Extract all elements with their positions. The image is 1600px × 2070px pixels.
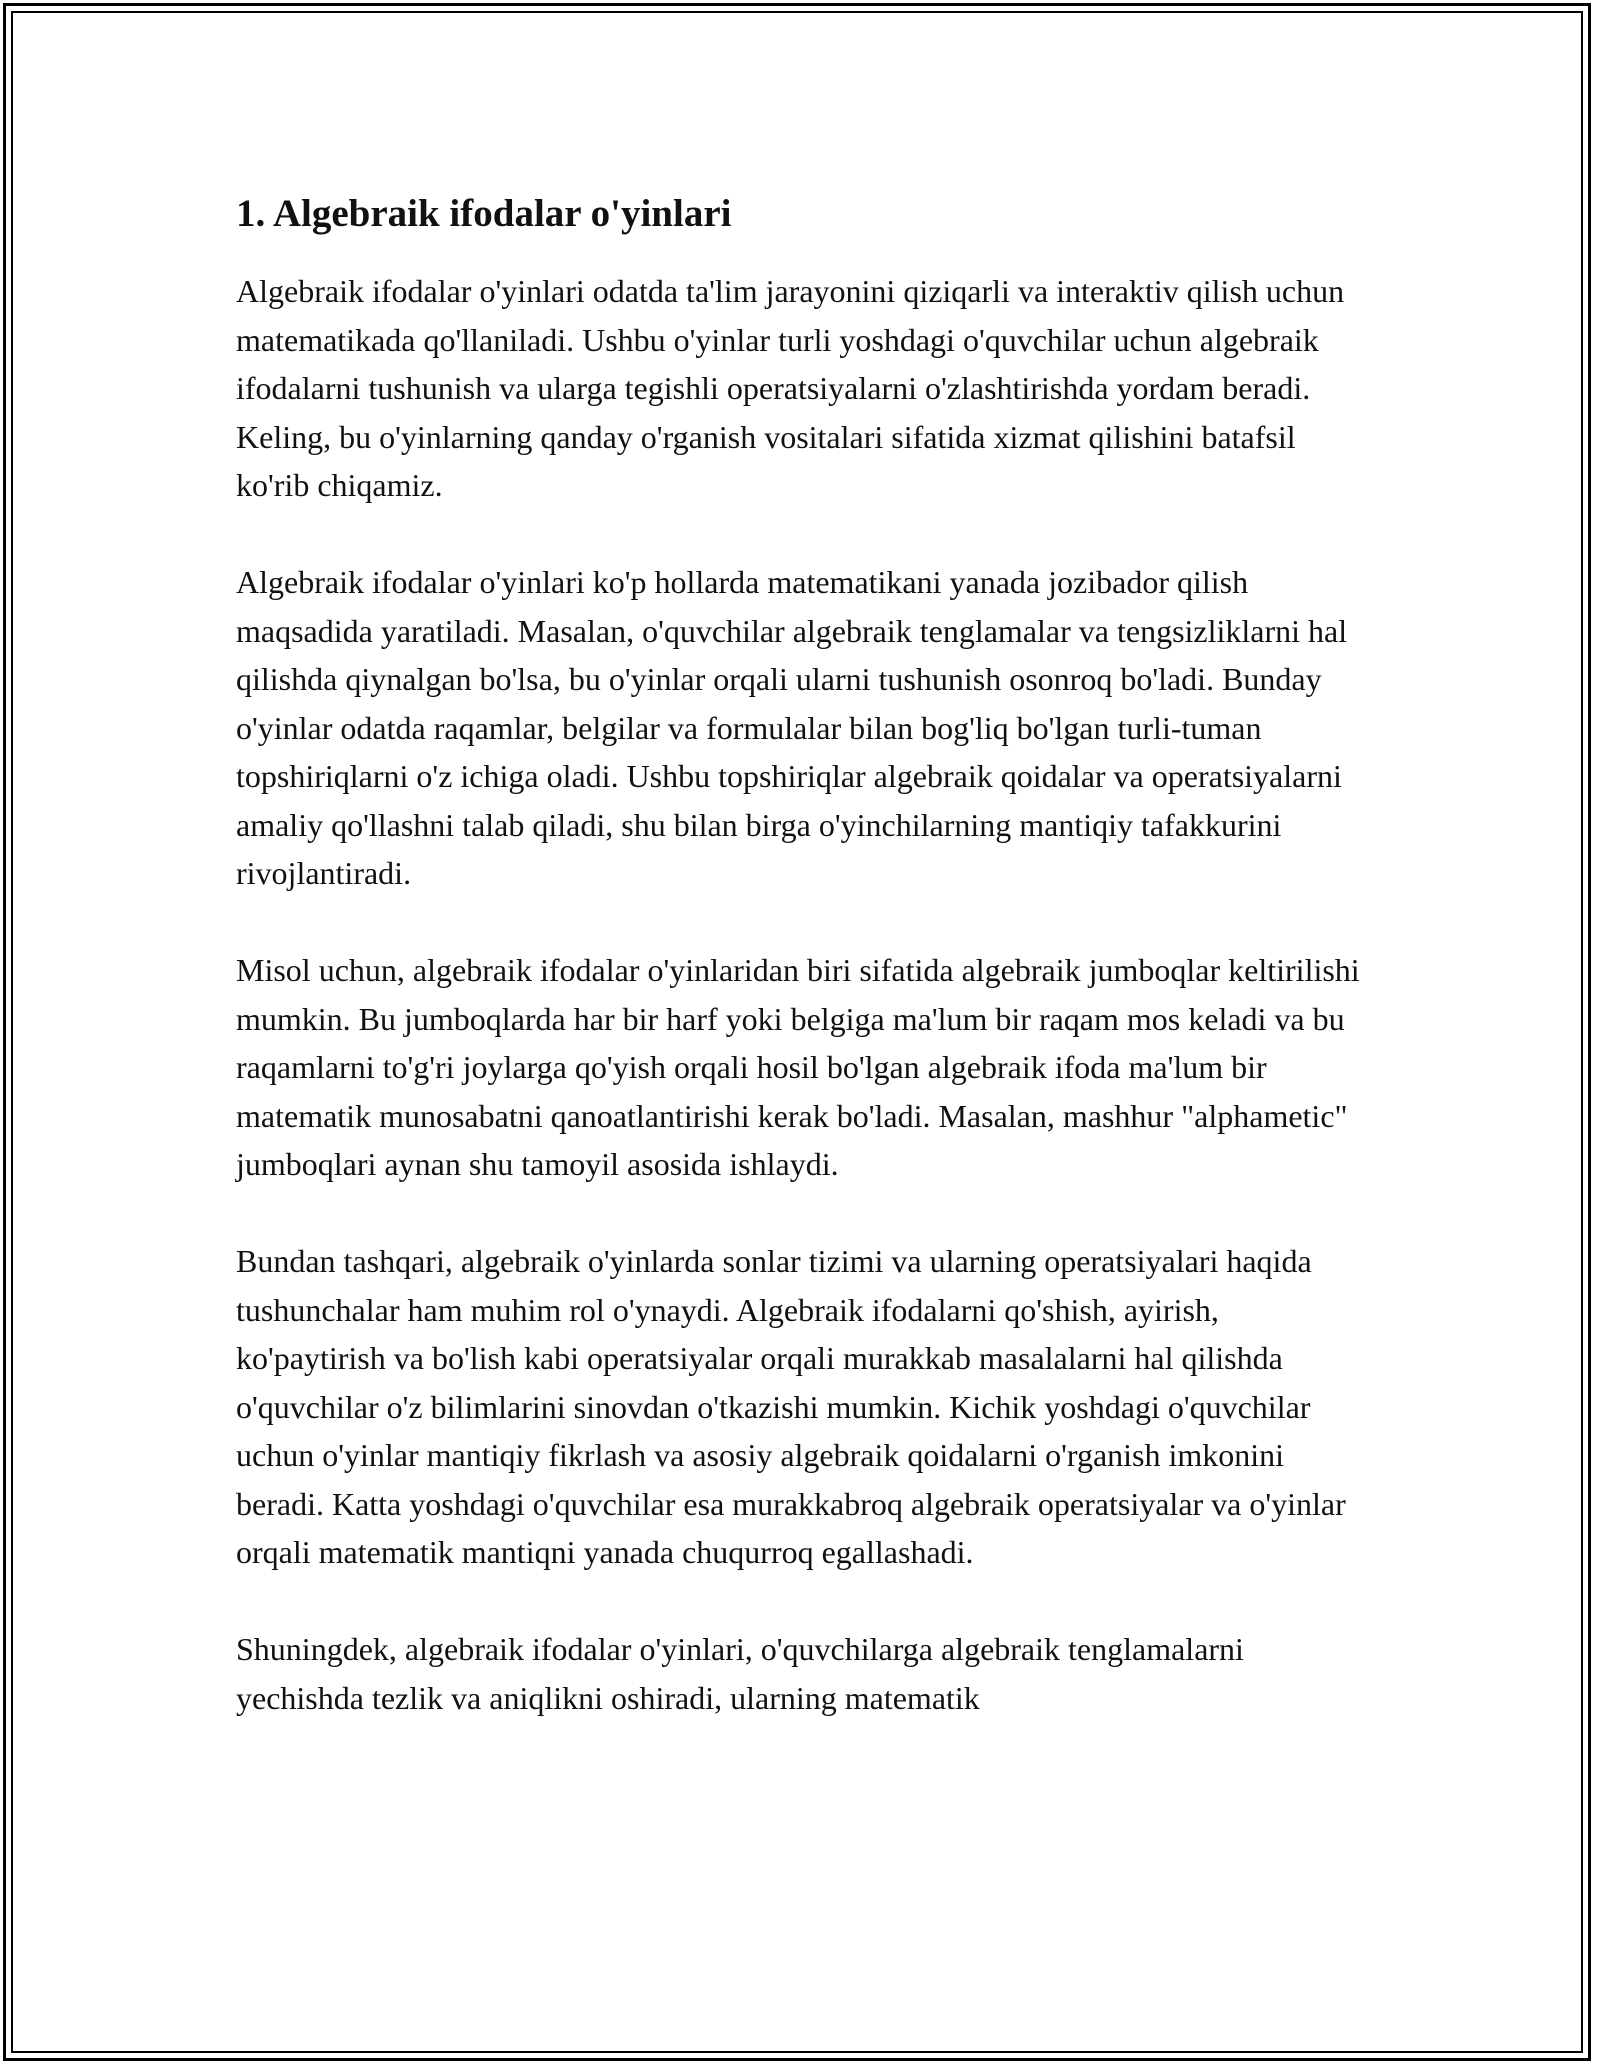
document-body (236, 188, 1376, 1771)
section-heading: 1. Algebraik ifodalar o'yinlari (236, 192, 732, 235)
paragraph-2: Algebraik ifodalar o'yinlari ko'p hollarda matematikani yanada jozibador qilish maqsadida yaratiladi. Masalan, o'quvchilar algebraik tenglamalar va tengsizliklarni hal qilishda qiynalgan bo'lsa, bu o'yinlar orqali ularni tushunish osonroq bo'ladi. Bunday o'yinlar odatda raqamlar, belgilar va formulalar bilan bog'liq bo'lgan turli-tuman topshiriqlarni o'z ichiga oladi. Ushbu topshiriqlar algebraik qoidalar va operatsiyalarni amaliy qo'llashni talab qiladi, shu bilan birga o'yinchilarning mantiqiy tafakkurini rivojlantiradi. (236, 564, 1348, 891)
paragraph-4: Bundan tashqari, algebraik o'yinlarda sonlar tizimi va ularning operatsiyalari haqida tushunchalar ham muhim rol o'ynaydi. Algebraik ifodalarni qo'shish, ayirish, ko'paytirish va bo'lish kabi operatsiyalar orqali murakkab masalalarni hal qilishda o'quvchilar o'z bilimlarini sinovdan o'tkazishi mumkin. Kichik yoshdagi o'quvchilar uchun o'yinlar mantiqiy fikrlash va asosiy algebraik qoidalarni o'rganish imkonini beradi. Katta yoshdagi o'quvchilar esa murakkabroq algebraik operatsiyalar va o'yinlar orqali matematik mantiqni yanada chuqurroq egallashadi. (236, 1243, 1346, 1570)
paragraph-5: Shuningdek, algebraik ifodalar o'yinlari, o'quvchilarga algebraik tenglamalarni yechishda tezlik va aniqlikni oshiradi, ularning matematik (236, 1631, 1244, 1716)
paragraph-1: Algebraik ifodalar o'yinlari odatda ta'lim jarayonini qiziqarli va interaktiv qilish uchun matematikada qo'llaniladi. Ushbu o'yinlar turli yoshdagi o'quvchilar uchun algebraik ifodalarni tushunish va ularga tegishli operatsiyalarni o'zlashtirishda yordam beradi. Keling, bu o'yinlarning qanday o'rganish vositalari sifatida xizmat qilishini batafsil ko'rib chiqamiz. (236, 273, 1345, 503)
paragraph-3: Misol uchun, algebraik ifodalar o'yinlaridan biri sifatida algebraik jumboqlar keltirilishi mumkin. Bu jumboqlarda har bir harf yoki belgiga ma'lum bir raqam mos keladi va bu raqamlarni to'g'ri joylarga qo'yish orqali hosil bo'lgan algebraik ifoda ma'lum bir matematik munosabatni qanoatlantirishi kerak bo'ladi. Masalan, mashhur "alphametic" jumboqlari aynan shu tamoyil asosida ishlaydi. (236, 952, 1360, 1182)
